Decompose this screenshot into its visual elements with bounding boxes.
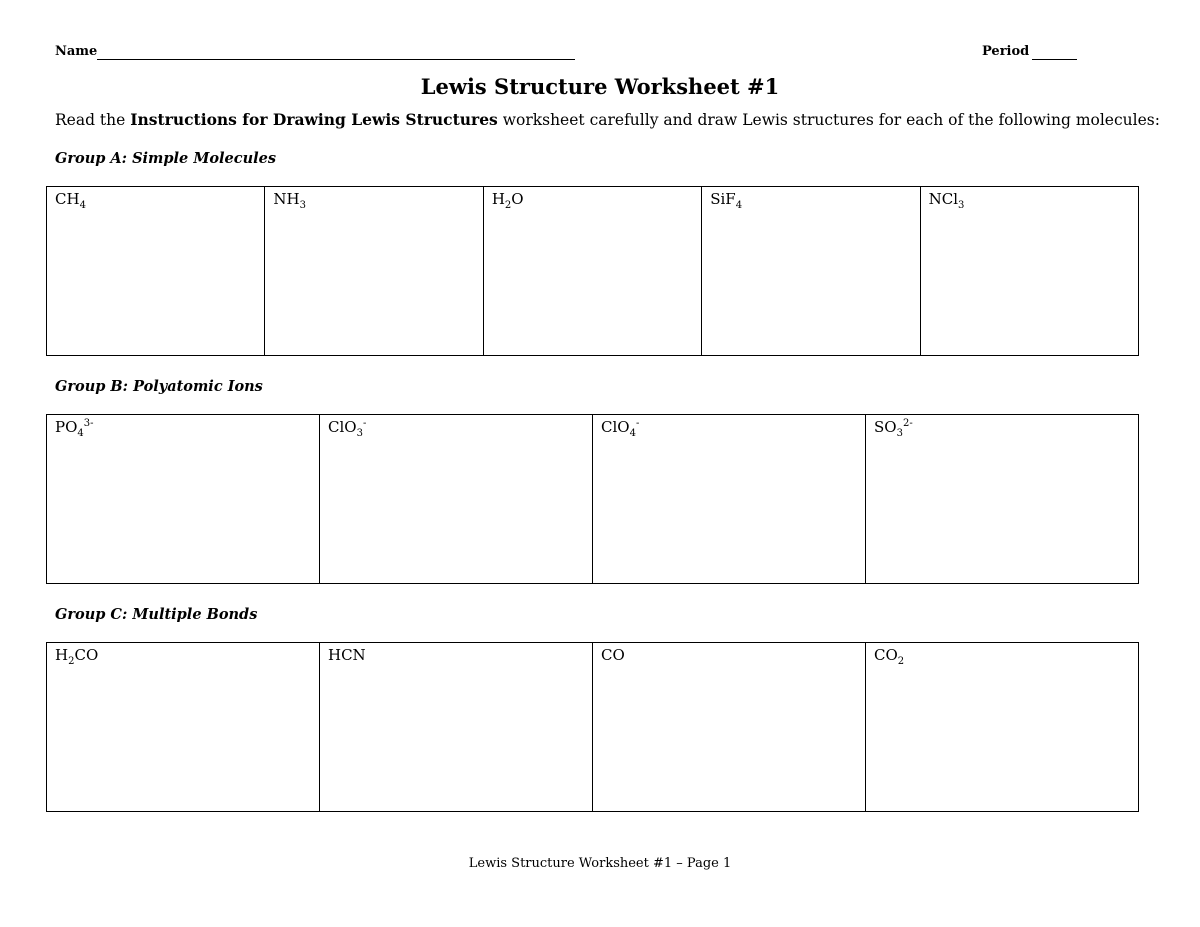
- instructions: [55, 110, 1175, 129]
- instructions-pre: Read the: [55, 111, 131, 129]
- answer-cell[interactable]: [593, 415, 866, 583]
- group-b-grid: [46, 414, 1139, 584]
- answer-cell[interactable]: [320, 643, 593, 811]
- student-info-header: [55, 44, 1085, 66]
- formula-label: NCl$_3$: [928, 190, 965, 211]
- formula-label: $CO_2$: [874, 646, 905, 667]
- formula-label: $SO_3^{2-}$: [874, 418, 913, 439]
- formula-label: $H_2O$: [491, 190, 524, 211]
- formula-label: HCN: [328, 646, 366, 664]
- formula-label: $CH_4$: [55, 190, 86, 211]
- period-label: Period: [982, 44, 1030, 59]
- answer-cell[interactable]: [866, 643, 1138, 811]
- formula-label: ClO$_3$-: [328, 418, 367, 439]
- page-footer: Lewis Structure Worksheet #1 – Page 1: [468, 856, 732, 871]
- answer-cell[interactable]: [320, 415, 593, 583]
- answer-cell[interactable]: [265, 187, 483, 355]
- period-field[interactable]: [1032, 59, 1077, 60]
- answer-cell[interactable]: [921, 187, 1138, 355]
- answer-cell[interactable]: [47, 415, 320, 583]
- formula-label: ClO$_4$-: [601, 418, 640, 439]
- formula-label: $NH_3$: [273, 190, 306, 211]
- answer-cell[interactable]: [593, 643, 866, 811]
- formula-label: $H_2CO$: [55, 646, 99, 667]
- group-a-label: Group A: Simple Molecules: [55, 150, 277, 167]
- group-c-label: Group C: Multiple Bonds: [55, 606, 258, 623]
- formula-label: SiF$_4$: [710, 190, 743, 211]
- group-c-grid: [46, 642, 1139, 812]
- formula-label: CO: [601, 646, 625, 664]
- name-field[interactable]: [97, 59, 575, 60]
- group-a-grid: [46, 186, 1139, 356]
- answer-cell[interactable]: [484, 187, 702, 355]
- answer-cell[interactable]: [702, 187, 920, 355]
- answer-cell[interactable]: [866, 415, 1138, 583]
- formula-label: $PO_4^{3-}$: [55, 418, 94, 439]
- instructions-bold: Instructions for Drawing Lewis Structures: [130, 110, 498, 129]
- group-b-label: Group B: Polyatomic Ions: [55, 378, 263, 395]
- answer-cell[interactable]: [47, 187, 265, 355]
- page-title: Lewis Structure Worksheet #1: [420, 74, 780, 99]
- answer-cell[interactable]: [47, 643, 320, 811]
- name-label: Name: [55, 44, 98, 59]
- instructions-post: worksheet carefully and draw Lewis structures for each of the following molecules:: [497, 111, 1160, 129]
